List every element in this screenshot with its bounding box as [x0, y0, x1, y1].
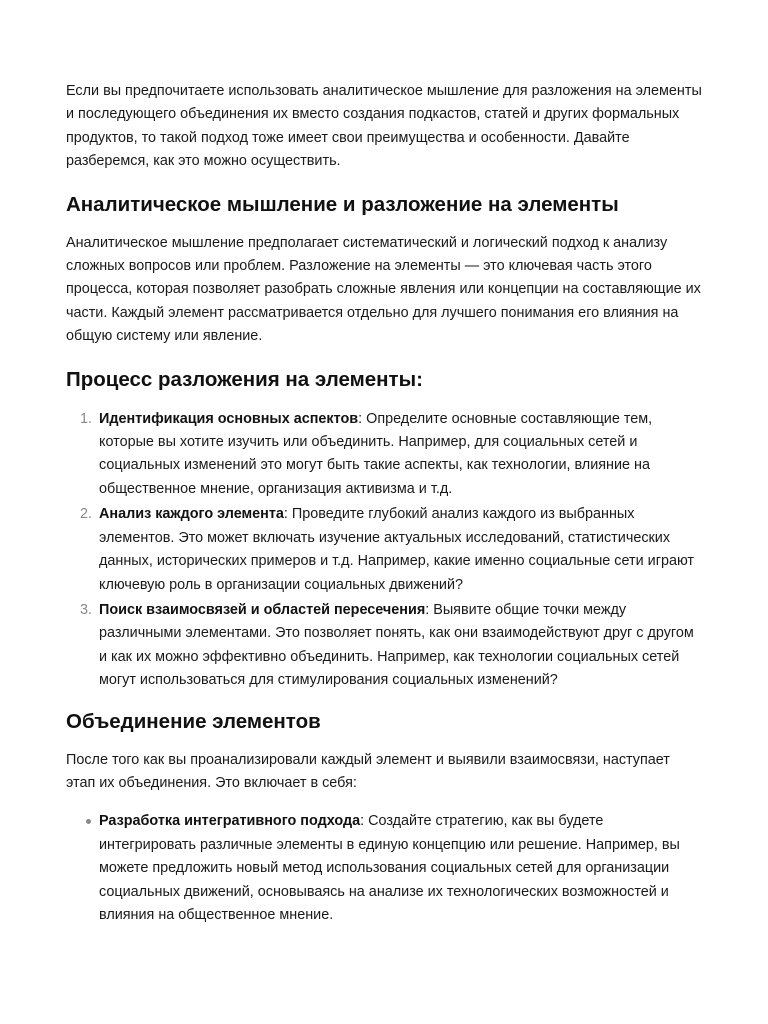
- article-content: [66, 80, 702, 927]
- list-item: [66, 810, 702, 927]
- bullet-icon: [86, 819, 91, 824]
- list-item-number: 1.: [80, 410, 93, 427]
- list-item-title: Разработка интегративного подхода: [99, 813, 361, 830]
- combine-list: [66, 810, 702, 927]
- list-item-title: Анализ каждого элемента: [99, 506, 284, 523]
- process-list: [66, 408, 702, 693]
- list-item-text: : Выявите общие точки между различными элементами. Это позволяет понять, как они взаимодействуют друг с другом и как их можно эффективно объединить. Например, как технологии социальных сетей могут использоваться для стимулирования социальных изменений?: [99, 601, 694, 689]
- list-item-text: : Проведите глубокий анализ каждого из выбранных элементов. Это может включать изучение актуальных исследований, статистических данных, исторических примеров и т.д. Например, какие именно социальные сети играют ключевую роль в организации социальных движений?: [99, 506, 695, 593]
- list-item-number: 3.: [80, 601, 93, 618]
- section-heading-process: Процесс разложения на элементы:: [66, 367, 423, 391]
- list-item: [66, 503, 702, 597]
- section-paragraph-analytic: Аналитическое мышление предполагает систематический и логический подход к анализу сложных вопросов или проблем. Разложение на элементы — это ключевая часть этого процесса, которая позволяет разобрать сложные явления или концепции на составляющие их части. Каждый элемент рассматривается отдельно для лучшего понимания его влияния на общую систему или явление.: [66, 234, 701, 345]
- section-heading-analytic: Аналитическое мышление и разложение на элементы: [66, 192, 619, 216]
- section-paragraph-combine: После того как вы проанализировали каждый элемент и выявили взаимосвязи, наступает этап их объединения. Это включает в себя:: [66, 751, 670, 791]
- list-item-title: Идентификация основных аспектов: [99, 410, 359, 427]
- section-heading-combine: Объединение элементов: [66, 709, 321, 733]
- list-item: [66, 408, 702, 502]
- list-item-title: Поиск взаимосвязей и областей пересечения: [99, 601, 426, 618]
- list-item: [66, 599, 702, 693]
- list-item-text: : Определите основные составляющие тем, которые вы хотите изучить или объединить. Например, для социальных сетей и социальных изменений это могут быть такие аспекты, как технологии, влияние на общественное мнение, организация активизма и т.д.: [99, 410, 653, 497]
- intro-paragraph: Если вы предпочитаете использовать аналитическое мышление для разложения на элементы и последующего объединения их вместо создания подкастов, статей и других формальных продуктов, то такой подход тоже имеет свои преимущества и особенности. Давайте разберемся, как это можно осуществить.: [66, 83, 702, 170]
- list-item-text: : Создайте стратегию, как вы будете интегрировать различные элементы в единую концепцию или решение. Например, вы можете предложить новый метод использования социальных сетей для организации социальных движений, основываясь на анализе их технологических возможностей и влияния на общественное мнение.: [99, 813, 680, 923]
- list-item-number: 2.: [80, 506, 93, 523]
